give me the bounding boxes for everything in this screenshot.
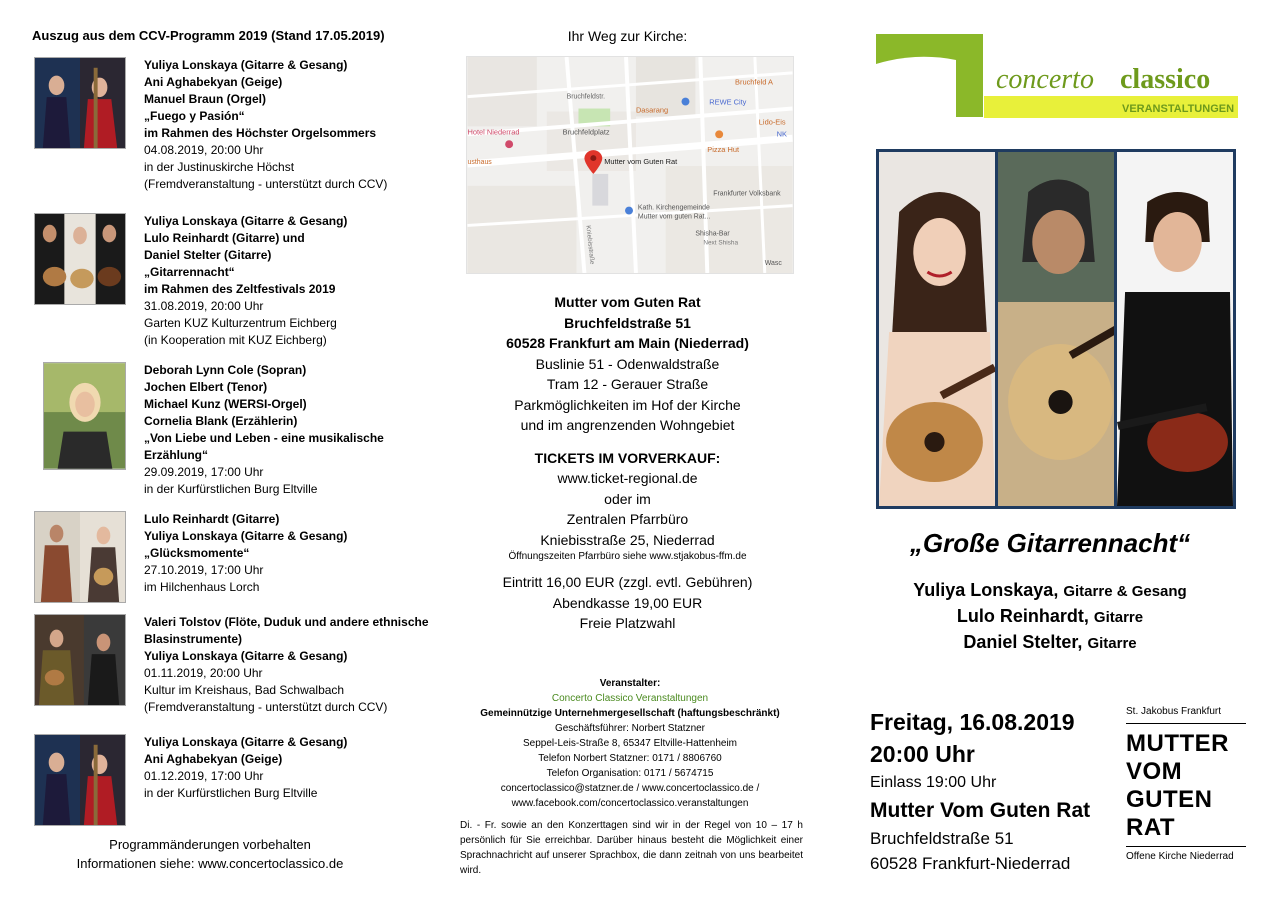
artist-instrument: Gitarre & Gesang [1063,583,1187,600]
artist-instrument: Gitarre [1087,635,1137,652]
program-line: Cornelia Blank (Erzählerin) [144,414,298,428]
price-line: Abendkasse 19,00 EUR [552,594,703,611]
brand-sub: VERANSTALTUNGEN [1122,103,1235,115]
organizer-line: Telefon Organisation: 0171 / 5674715 [546,768,714,779]
program-line: im Rahmen des Zeltfestivals 2019 [144,282,336,296]
program-text [144,614,429,716]
program-line: (Fremdveranstaltung - unterstützt durch CCV) [144,700,388,714]
artist-instrument: Gitarre [1093,609,1144,626]
address-line: Buslinie 51 - Odenwaldstraße [535,355,720,372]
map-label-destination: Mutter vom Guten Rat [604,157,678,167]
map-label-poi: Lido-Eis [758,117,786,127]
program-line: (in Kooperation mit KUZ Eichberg) [144,333,327,347]
map-label-poi: Kath. Kirchengemeinde [637,204,710,212]
program-line: Garten KUZ Kulturzentrum Eichberg [144,316,337,330]
directions-heading: Ihr Weg zur Kirche: [567,28,688,44]
program-line: (Fremdveranstaltung - unterstützt durch CCV) [144,177,388,191]
program-line: 04.08.2019, 20:00 Uhr [144,143,264,157]
shop-icon [682,98,690,106]
program-text [144,213,429,349]
program-line: Yuliya Lonskaya (Gitarre & Gesang) [144,214,348,228]
ticket-line: Zentralen Pfarrbüro [566,511,689,527]
program-text [144,734,429,802]
church-icon [625,207,633,215]
address-line: und im angrenzenden Wohngebiet [520,417,735,433]
program-photo [34,734,126,826]
map-label-poi: REWE City [709,97,747,107]
map-label-street: Bruchfeldstr. [566,93,606,101]
program-footer-line: Programmänderungen vorbehalten [109,837,311,852]
program-line: Lulo Reinhardt (Gitarre) und [144,231,305,245]
program-photo [34,57,126,149]
organizer-line: Geschäftsführer: Norbert Statzner [554,723,706,734]
church-logo-line: RAT [1126,814,1176,841]
address-line: Bruchfeldstraße 51 [564,314,691,331]
program-line: Ani Aghabekyan (Geige) [144,752,283,766]
event-einlass: Einlass 19:00 Uhr [870,774,997,791]
brand-word1: concerto [996,64,1094,95]
restaurant-icon [715,130,723,138]
organizer-line: Telefon Norbert Statzner: 0171 / 8806760 [538,753,722,764]
artist-photos [876,149,1236,509]
organizer-facebook-link[interactable]: www.facebook.com/concertoclassico.veranstaltungen [511,798,749,809]
price-line: Eintritt 16,00 EUR (zzgl. evtl. Gebühren) [502,574,753,590]
event-city: 60528 Frankfurt-Niederrad [870,854,1071,873]
church-logo-name [1126,724,1246,847]
artist-row [850,578,1250,604]
event-artists [850,578,1250,656]
program-line: im Rahmen des Höchster Orgelsommers [144,126,377,140]
office-hours-note: Öffnungszeiten Pfarrbüro siehe www.stjakobus-ffm.de [508,551,747,562]
program-line: 27.10.2019, 17:00 Uhr [144,563,264,577]
artist-photo [1117,152,1233,506]
program-line: Yuliya Lonskaya (Gitarre & Gesang) [144,735,348,749]
program-photo [34,614,126,706]
program-line: Yuliya Lonskaya (Gitarre & Gesang) [144,529,348,543]
hotel-icon [505,140,513,148]
location-map[interactable] [466,56,794,274]
church-logo-line: GUTEN [1126,786,1213,813]
church-logo-line: MUTTER [1126,730,1229,757]
address-line: Parkmöglichkeiten im Hof der Kirche [514,396,741,413]
map-label-poi: Bruchfeld A [735,77,773,87]
church-logo-line: VOM [1126,758,1183,785]
organizer-line: Seppel-Leis-Straße 8, 65347 Eltville-Hattenheim [523,738,737,749]
program-line: im Hilchenhaus Lorch [144,580,260,594]
program-heading: Auszug aus dem CCV-Programm 2019 (Stand 17.05.2019) [32,28,385,43]
program-line: „Gitarrennacht“ [144,265,235,279]
program-line: „Fuego y Pasión“ [144,109,245,123]
organizer-company: Gemeinnützige Unternehmergesellschaft (haftungsbeschränkt) [480,708,780,719]
address-line: Tram 12 - Gerauer Straße [546,376,709,392]
artist-name: Lulo Reinhardt, [956,606,1089,626]
program-line: Yuliya Lonskaya (Gitarre & Gesang) [144,649,348,663]
directions-column [440,0,815,907]
program-line: 29.09.2019, 17:00 Uhr [144,465,264,479]
program-footer-line: Informationen siehe: www.concertoclassico.de [76,856,344,871]
event-street: Bruchfeldstraße 51 [870,829,1014,848]
event-info [870,706,1120,876]
tickets-heading: TICKETS IM VORVERKAUF: [534,449,721,466]
program-line: Yuliya Lonskaya (Gitarre & Gesang) [144,58,348,72]
map-label-poi: NK [776,129,787,139]
program-line: Lulo Reinhardt (Gitarre) [144,512,280,526]
map-label-place: Bruchfeldplatz [562,127,610,137]
address-block [440,292,815,634]
artist-name: Yuliya Lonskaya, [913,580,1059,600]
artist-row [850,604,1250,630]
event-title: „Große Gitarrennacht“ [909,528,1191,558]
program-photo [43,362,126,470]
program-line: „Glücksmomente“ [144,546,250,560]
pin-center [590,155,596,161]
program-line: Jochen Elbert (Tenor) [144,380,268,394]
map-label-poi: Shisha-Bar [695,230,730,238]
concerto-classico-logo [876,34,1238,118]
artist-row [850,630,1250,656]
availability-note: Di. - Fr. sowie an den Konzerttagen sind wir in der Regel von 10 – 17 h persönlich für Sie erreichbar. Darüber hinaus besteht die Möglichkeit einer Sprachnachricht auf unserer Sprachbox, die dann zeitnah von uns bearbeitet wird. [460,820,803,876]
organizer-contact-links[interactable]: concertoclassico@statzner.de / www.concertoclassico.de / [500,783,760,794]
program-photo [34,213,126,305]
event-date: Freitag, 16.08.2019 [870,709,1075,735]
program-line: Michael Kunz (WERSI-Orgel) [144,397,307,411]
event-column [850,0,1280,907]
program-line: in der Kurfürstlichen Burg Eltville [144,786,318,800]
map-label-poi: Wasc [764,260,782,268]
ticket-link[interactable]: www.ticket-regional.de [557,470,698,486]
program-line: 01.12.2019, 17:00 Uhr [144,769,264,783]
organizer-name: Concerto Classico Veranstaltungen [551,693,709,704]
organizer-block [460,676,800,811]
program-line: Ani Aghabekyan (Geige) [144,75,283,89]
address-line: Mutter vom Guten Rat [554,294,701,310]
event-time: 20:00 Uhr [870,741,975,767]
church-logo-top: St. Jakobus Frankfurt [1126,706,1246,724]
program-line: „Von Liebe und Leben - eine musikalische Erzählung“ [144,431,384,462]
map-label-poi: Hotel Niederrad [467,127,520,137]
map-label-poi: Dasarang [635,105,669,115]
church-logo [1126,706,1246,862]
program-column [0,0,430,907]
program-line: 31.08.2019, 20:00 Uhr [144,299,264,313]
program-text [144,362,429,498]
address-line: 60528 Frankfurt am Main (Niederrad) [506,335,749,351]
event-venue: Mutter Vom Guten Rat [870,799,1091,822]
program-line: Valeri Tolstov (Flöte, Duduk und andere ethnische Blasinstrumente) [144,615,429,646]
map-label-poi: Pizza Hut [707,145,740,155]
artist-photo [998,152,1114,506]
program-line: in der Kurfürstlichen Burg Eltville [144,482,318,496]
organizer-label: Veranstalter: [599,678,661,689]
program-line: 01.11.2019, 20:00 Uhr [144,666,263,680]
map-label-street: Kniebisstraße [584,224,596,265]
program-line: Daniel Stelter (Gitarre) [144,248,272,262]
program-line: Deborah Lynn Cole (Sopran) [144,363,307,377]
brand-word2: classico [1120,64,1211,95]
map-label-poi: usthaus [467,159,492,167]
price-line: Freie Platzwahl [579,615,676,631]
church-logo-bottom: Offene Kirche Niederrad [1126,851,1234,862]
program-photo [34,511,126,603]
program-text [144,511,429,596]
program-text [144,57,429,193]
program-line: in der Justinuskirche Höchst [144,160,295,174]
program-footer [0,835,420,873]
program-line: Manuel Braun (Orgel) [144,92,267,106]
artist-photo [879,152,995,506]
map-label-poi: Next Shisha [703,239,739,247]
program-line: Kultur im Kreishaus, Bad Schwalbach [144,683,345,697]
artist-name: Daniel Stelter, [963,632,1083,652]
map-label-poi: Frankfurter Volksbank [713,190,781,198]
map-label-poi: Mutter vom guten Rat... [637,213,711,221]
ticket-line: oder im [604,490,651,507]
ticket-line: Kniebisstraße 25, Niederrad [540,531,715,548]
